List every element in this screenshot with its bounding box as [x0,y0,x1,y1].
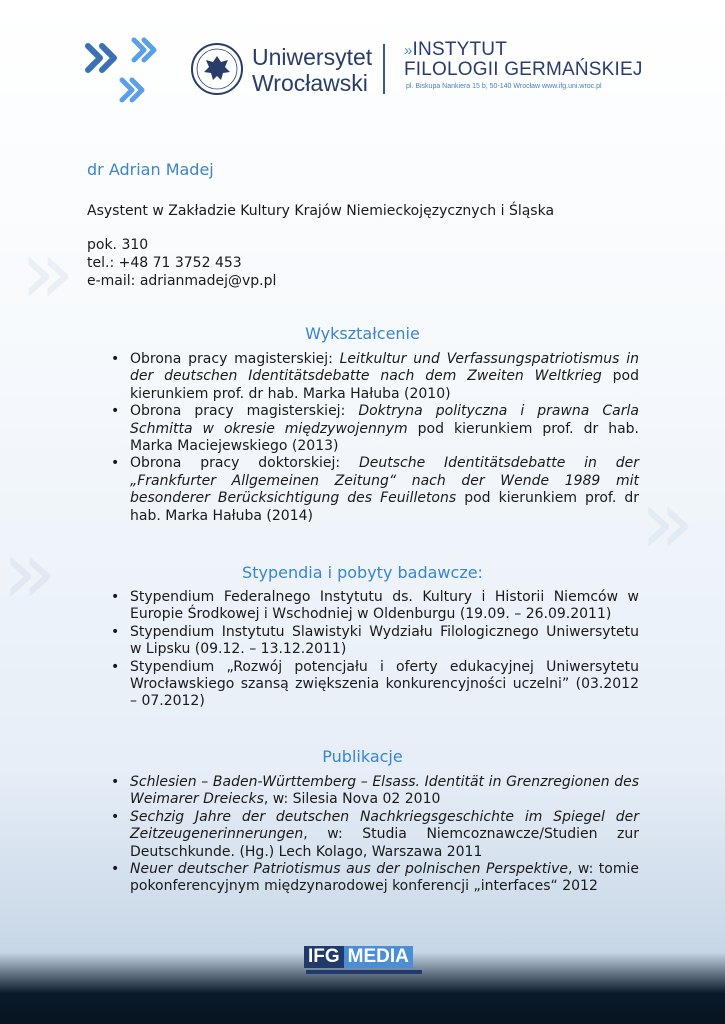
chevron-logo-icon [82,36,162,110]
list-item: • Stypendium Instytutu Slawistyki Wydziału Filologicznego Uniwersytetu w Lipsku (09.12. – 13.12.2011) [108,624,639,659]
room-number: pok. 310 [87,237,149,253]
university-name-line1: Uniwersytet [252,44,373,70]
list-item: • Neuer deutscher Patriotismus aus der polnischen Perspektive, w: tomie pokonferencyjnym międzynarodowej konferencji „interfaces“ 2012 [108,861,639,896]
education-list [108,351,639,525]
section-title-education: Wykształcenie [305,324,420,343]
scholarships-list [108,589,639,711]
university-crest-icon [190,42,244,96]
contact-info [87,236,276,290]
person-position: Asystent w Zakładzie Kultury Krajów Niemieckojęzycznych i Śląska [87,203,555,219]
list-item: • Obrona pracy magisterskiej: Leitkultur und Verfassungspatriotismus in der deutschen Identitätsdebatte nach dem Zweiten Weltkrieg pod kierunkiem prof. dr hab. Marka Hałuba (2010) [108,351,639,403]
list-item: • Schlesien – Baden-Württemberg – Elsass. Identität in Grenzregionen des Weimarer Dreiecks, w: Silesia Nova 02 2010 [108,774,639,809]
list-item: • Obrona pracy doktorskiej: Deutsche Identitätsdebatte in der „Frankfurter Allgemeinen Zeitung“ nach der Wende 1989 mit besonderer Berücksichtigung des Feuilletons pod kierunkiem prof. dr hab. Marka Hałuba (2014) [108,455,639,525]
university-name [252,44,372,96]
institute-name-line2: FILOLOGII GERMAŃSKIEJ [404,59,643,80]
institute-address: pl. Biskupa Nankiera 15 b, 50-140 Wrocław www.ifg.uni.wroc.pl [406,83,602,90]
university-name-line2: Wrocławski [252,70,368,96]
section-title-scholarships: Stypendia i pobyty badawcze: [242,563,483,582]
background-chevron-icon: » [640,470,696,575]
person-name: dr Adrian Madej [87,160,214,179]
phone-number: tel.: +48 71 3752 453 [87,255,242,271]
institute-name [404,40,643,79]
logo-tagline-bar [306,970,422,974]
email-address: e-mail: adrianmadej@vp.pl [87,273,277,289]
list-item: • Sechzig Jahre der deutschen Nachkriegsgeschichte im Spiegel der Zeitzeugenerinnerungen, w: Studia Niemcoznawcze/Studien zur Deutschkunde. (Hg.) Lech Kolago, Warszawa 2011 [108,809,639,861]
list-item: • Obrona pracy magisterskiej: Doktryna polityczna i prawna Carla Schmitta w okresie międzywojennym pod kierunkiem prof. dr hab. Marka Maciejewskiego (2013) [108,403,639,455]
section-title-publications: Publikacje [322,747,403,766]
list-item: • Stypendium Federalnego Instytutu ds. Kultury i Historii Niemców w Europie Środkowej i Wschodniej w Oldenburgu (19.09. – 26.09.2011) [108,589,639,624]
letterhead [0,0,725,120]
logo-part-ifg: IFG [304,946,344,968]
list-item: • Stypendium „Rozwój potencjału i oferty edukacyjnej Uniwersytetu Wrocławskiego szansą zwiększenia konkurencyjności uczelni” (03.2012 – 07.2012) [108,659,639,711]
background-chevron-icon: » [20,220,76,325]
double-chevron-icon: » [404,42,413,59]
background-chevron-icon: » [2,520,58,625]
publications-list [108,774,639,896]
institute-name-line1: INSTYTUT [412,39,508,60]
header-divider [383,44,385,94]
ifg-media-logo [304,946,422,978]
logo-part-media: MEDIA [344,946,413,968]
